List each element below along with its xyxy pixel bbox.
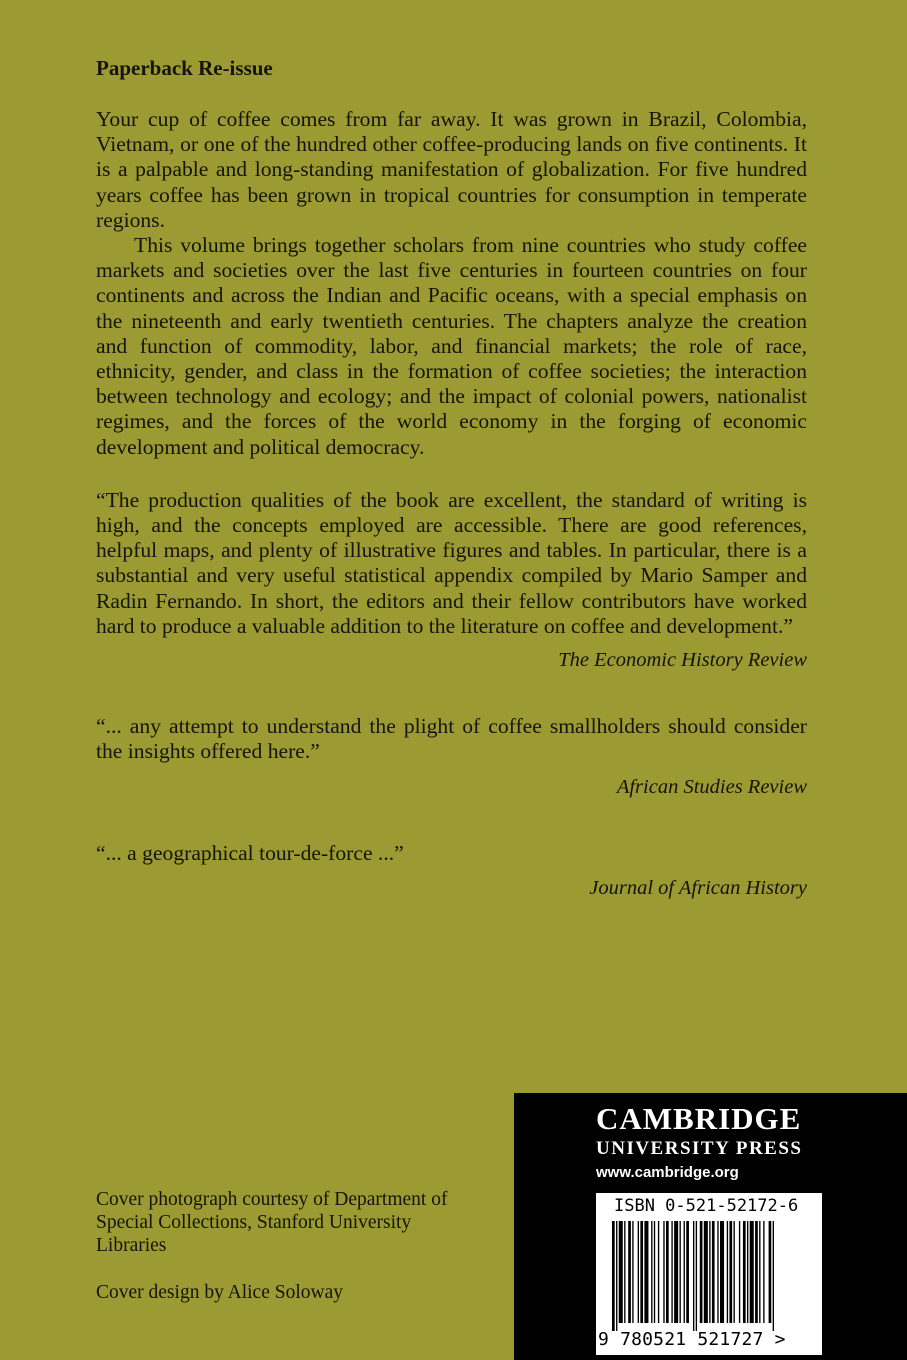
publisher-subtitle: UNIVERSITY PRESS (596, 1138, 803, 1159)
review-source-3: Journal of African History (589, 876, 807, 899)
publisher-url: www.cambridge.org (596, 1164, 739, 1181)
design-credit: Cover design by Alice Soloway (96, 1282, 343, 1303)
review-quote-3: “... a geographical tour-de-force ...” (96, 841, 404, 866)
review-source-1: The Economic History Review (558, 649, 807, 672)
isbn-label: ISBN 0-521-52172-6 (614, 1196, 799, 1216)
cover-credits (96, 1188, 476, 1304)
photo-credit: Cover photograph courtesy of Department of Special Collections, Stanford University Libraries (96, 1189, 448, 1256)
publisher-name: CAMBRIDGE (596, 1101, 802, 1136)
barcode-panel (596, 1193, 822, 1355)
back-cover-text (96, 56, 807, 900)
review-quote-2: “... any attempt to understand the plight of coffee smallholders should consider the insights offered here.” (96, 714, 807, 764)
description-paragraph-2: This volume brings together scholars from nine countries who study coffee markets and societies over the last five centuries in fourteen countries on four continents and across the Indian and Pacific oceans, with a special emphasis on the nineteenth and early twentieth centuries. The chapters analyze the creation and function of commodity, labor, and financial markets; the role of race, ethnicity, gender, and class in the formation of coffee societies; the interaction between technology and ecology; and the impact of colonial powers, nationalist regimes, and the forces of the world economy in the forging of economic development and political democracy. (96, 233, 807, 459)
barcode-digits: 9 780521 521727 > (598, 1329, 786, 1350)
edition-heading: Paperback Re-issue (96, 56, 273, 80)
publisher-block (514, 1093, 907, 1360)
review-quote-1: “The production qualities of the book are excellent, the standard of writing is high, and the concepts employed are accessible. There are good references, helpful maps, and plenty of illustrative figures and tables. In particular, there is a substantial and very useful statistical appendix compiled by Mario Samper and Radin Fernando. In short, the editors and their fellow contributors have worked hard to produce a valuable addition to the literature on coffee and development.” (96, 487, 807, 638)
barcode-icon (602, 1221, 816, 1331)
review-source-2: African Studies Review (616, 776, 807, 799)
description-paragraph-1: Your cup of coffee comes from far away. It was grown in Brazil, Colombia, Vietnam, or one of the hundred other coffee-producing lands on five continents. It is a palpable and long-standing manifestation of globalization. For five hundred years coffee has been grown in tropical countries for consumption in temperate regions. (96, 107, 807, 232)
